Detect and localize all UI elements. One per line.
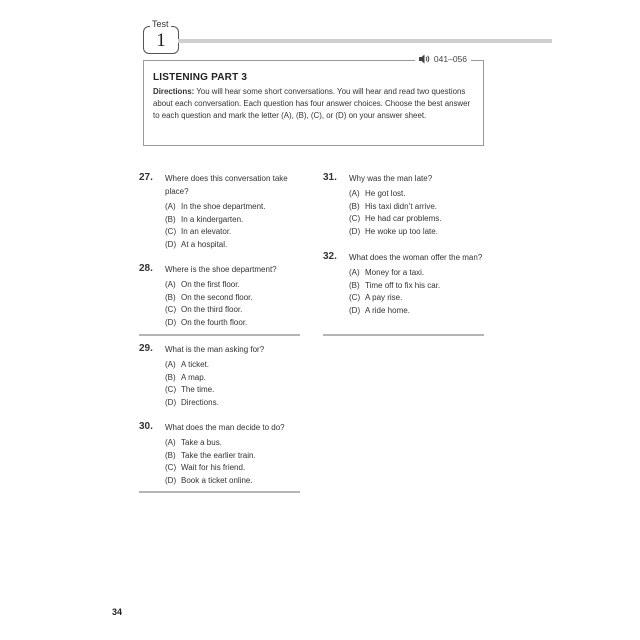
answer-option[interactable]	[165, 214, 304, 227]
option-letter: (A)	[165, 438, 176, 447]
option-text: On the fourth floor.	[181, 317, 248, 327]
option-letter: (C)	[165, 463, 177, 472]
option-letter: (B)	[349, 280, 360, 290]
option-letter: (D)	[165, 475, 177, 485]
answer-option[interactable]	[165, 450, 304, 463]
option-letter: (A)	[165, 280, 176, 289]
option-text: A pay rise.	[365, 293, 403, 302]
answer-option[interactable]	[165, 239, 304, 252]
answer-options	[165, 279, 304, 329]
option-text: On the third floor.	[181, 305, 243, 314]
audio-track[interactable]	[415, 54, 471, 64]
answer-options	[165, 201, 304, 251]
section-divider	[323, 334, 484, 336]
option-letter: (B)	[165, 450, 176, 460]
section-divider	[139, 334, 300, 336]
answer-options	[165, 437, 304, 487]
option-letter: (C)	[165, 385, 177, 394]
question-28	[139, 263, 304, 329]
answer-option[interactable]	[165, 397, 304, 410]
option-text: On the first floor.	[181, 280, 240, 289]
option-letter: (D)	[165, 317, 177, 327]
question-stem: What is the man asking for?	[165, 345, 265, 354]
option-letter: (D)	[165, 397, 177, 407]
section-title: LISTENING PART 3	[153, 72, 248, 83]
answer-option[interactable]	[349, 305, 488, 318]
option-text: Money for a taxi.	[365, 268, 425, 277]
directions-text	[153, 86, 475, 122]
option-letter: (C)	[349, 214, 361, 223]
option-text: He got lost.	[365, 189, 406, 198]
option-text: Book a ticket online.	[181, 475, 253, 485]
option-text: He had car problems.	[365, 214, 442, 223]
option-letter: (A)	[349, 268, 360, 277]
option-letter: (C)	[165, 305, 177, 314]
test-tab	[143, 19, 179, 54]
question-stem: Where is the shoe department?	[165, 265, 277, 274]
option-letter: (B)	[165, 372, 176, 382]
option-letter: (C)	[165, 227, 177, 236]
answer-option[interactable]	[165, 372, 304, 385]
answer-option[interactable]	[165, 226, 304, 239]
answer-option[interactable]	[349, 201, 488, 214]
answer-option[interactable]	[349, 226, 488, 239]
answer-option[interactable]	[349, 280, 488, 293]
answer-option[interactable]	[165, 384, 304, 397]
audio-track-label: 041–056	[433, 54, 467, 64]
option-letter: (C)	[349, 293, 361, 302]
answer-option[interactable]	[165, 317, 304, 330]
question-31	[323, 172, 488, 238]
question-number: 27.	[139, 172, 153, 183]
option-text: In an elevator.	[181, 227, 232, 236]
answer-option[interactable]	[165, 279, 304, 292]
option-letter: (D)	[165, 239, 177, 249]
question-stem: What does the woman offer the man?	[349, 253, 483, 262]
option-text: Wait for his friend.	[181, 463, 246, 472]
option-text: The time.	[181, 385, 215, 394]
answer-option[interactable]	[349, 292, 488, 305]
question-27	[139, 172, 304, 251]
option-text: Time off to fix his car.	[365, 280, 441, 290]
test-label: Test	[152, 19, 169, 29]
option-letter: (B)	[165, 292, 176, 302]
option-text: A map.	[181, 372, 206, 382]
option-letter: (B)	[165, 214, 176, 224]
answer-option[interactable]	[165, 437, 304, 450]
answer-option[interactable]	[165, 292, 304, 305]
answer-options	[165, 359, 304, 409]
option-text: His taxi didn’t arrive.	[365, 201, 438, 211]
section-divider	[139, 491, 300, 493]
option-letter: (A)	[349, 189, 360, 198]
question-stem: What does the man decide to do?	[165, 423, 285, 432]
answer-options	[349, 188, 488, 238]
option-letter: (D)	[349, 305, 361, 315]
question-stem: Where does this conversation take place?	[165, 174, 288, 196]
question-number: 29.	[139, 343, 153, 354]
option-text: Take a bus.	[181, 438, 222, 447]
option-text: A ticket.	[181, 360, 210, 369]
page-number: 34	[112, 607, 123, 617]
question-number: 32.	[323, 251, 337, 262]
question-29	[139, 343, 304, 409]
option-letter: (A)	[165, 202, 176, 211]
option-text: At a hospital.	[181, 239, 228, 249]
option-letter: (B)	[349, 201, 360, 211]
speaker-icon	[419, 54, 431, 64]
question-number: 28.	[139, 263, 153, 274]
answer-option[interactable]	[349, 213, 488, 226]
answer-option[interactable]	[165, 304, 304, 317]
question-number: 30.	[139, 421, 153, 432]
option-text: Take the earlier train.	[181, 450, 256, 460]
option-text: A ride home.	[365, 305, 410, 315]
directions-lead: Directions:	[153, 87, 195, 96]
answer-option[interactable]	[165, 201, 304, 214]
answer-option[interactable]	[165, 359, 304, 372]
answer-option[interactable]	[349, 188, 488, 201]
question-30	[139, 421, 304, 487]
answer-option[interactable]	[165, 475, 304, 488]
answer-option[interactable]	[349, 267, 488, 280]
directions-box	[143, 54, 484, 146]
question-number: 31.	[323, 172, 337, 183]
answer-option[interactable]	[165, 462, 304, 475]
option-letter: (A)	[165, 360, 176, 369]
option-text: On the second floor.	[181, 292, 253, 302]
option-letter: (D)	[349, 226, 361, 236]
header-rule	[178, 39, 552, 43]
directions-body: You will hear some short conversations. You will hear and read two questions about each conversation. Each question has four answer choices. Choose the best answer to each question and mark the letter (A), (B), (C), or (D) on your answer sheet.	[153, 87, 471, 120]
answer-options	[349, 267, 488, 317]
option-text: Directions.	[181, 397, 219, 407]
question-stem: Why was the man late?	[349, 174, 433, 183]
test-number: 1	[156, 30, 166, 51]
option-text: In the shoe department.	[181, 202, 266, 211]
option-text: He woke up too late.	[365, 226, 438, 236]
option-text: In a kindergarten.	[181, 214, 244, 224]
question-32	[323, 251, 488, 317]
